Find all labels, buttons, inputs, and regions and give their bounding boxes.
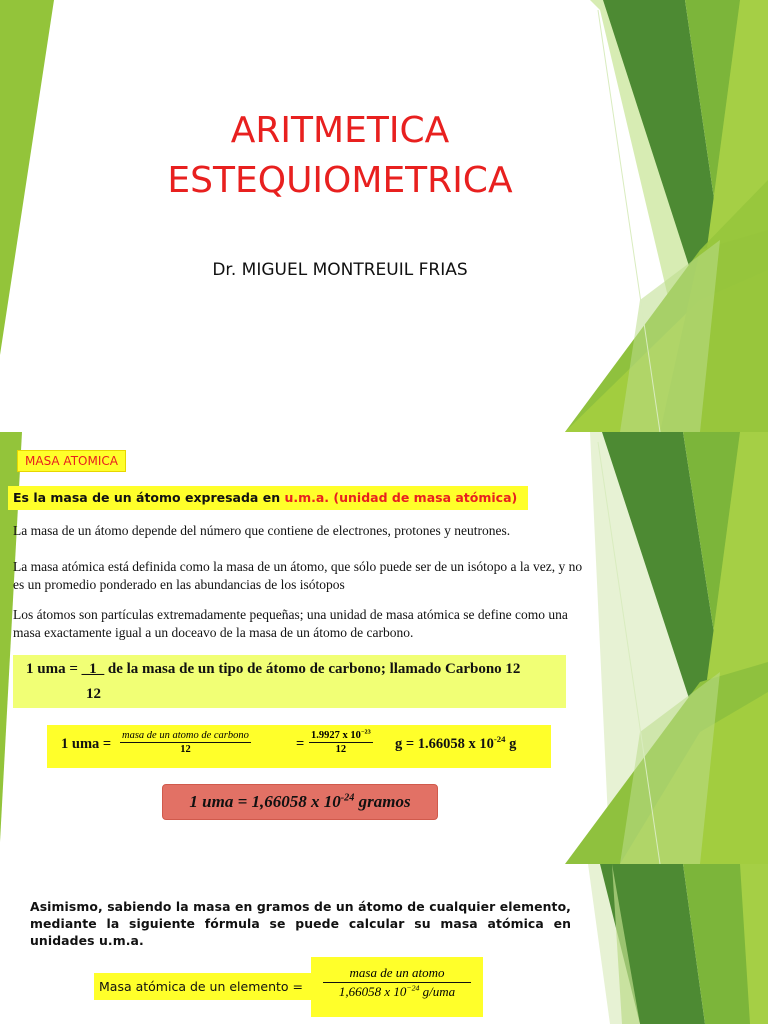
formula-fraction xyxy=(323,965,471,1000)
definition-box xyxy=(8,486,528,510)
green-decoration xyxy=(0,0,768,432)
result-unit: gramos xyxy=(354,792,411,811)
eq-result-unit: g xyxy=(505,736,517,752)
formula-fraction-box xyxy=(311,957,483,1017)
uma-suffix: de la masa de un tipo de átomo de carbono; llamado Carbono 12 xyxy=(104,661,521,677)
eq-lhs: 1 uma = xyxy=(61,736,112,752)
eq-fraction-2 xyxy=(309,730,373,755)
result-box xyxy=(162,784,438,820)
result-exponent: -24 xyxy=(340,792,355,804)
eq-fraction-2-denominator: 12 xyxy=(335,744,347,755)
title-line-2: ESTEQUIOMETRICA xyxy=(167,160,513,201)
eq-fraction-1 xyxy=(120,730,251,755)
title-line-1: ARITMETICA xyxy=(230,110,450,151)
slide-title xyxy=(90,106,590,206)
eq-fraction-2-base: 1.9927 x 10 xyxy=(311,730,361,741)
eq-fraction-2-exponent: −23 xyxy=(360,728,371,736)
paragraph-2: La masa atómica está definida como la masa de un átomo, que sólo puede ser de un isótopo a la vez, y no es un promedio ponderado en las abundancias de los isótopos xyxy=(13,559,583,592)
formula-intro-paragraph: Asimismo, sabiendo la masa en gramos de un átomo de cualquier elemento, mediante la siguiente fórmula se puede calcular su masa atómica en unidades u.m.a. xyxy=(30,899,571,948)
uma-equation-box xyxy=(47,725,551,768)
uma-fraction-numerator: _1_ xyxy=(81,661,105,677)
formula-denominator-base: 1,66058 x 10 xyxy=(338,984,407,999)
paragraph-1: La masa de un átomo depende del número que contiene de electrones, protones y neutrones. xyxy=(13,523,511,538)
definition-highlight: u.m.a. (unidad de masa atómica) xyxy=(284,490,518,505)
eq-equals: = xyxy=(296,736,305,752)
uma-fraction-denominator: 12 xyxy=(86,686,101,702)
author-name: Dr. MIGUEL MONTREUIL FRIAS xyxy=(212,260,468,280)
definition-prefix: Es la masa de un átomo expresada en xyxy=(13,490,285,505)
formula-denominator-unit: g/uma xyxy=(419,984,456,999)
uma-definition-line xyxy=(26,661,520,678)
uma-definition-box xyxy=(13,655,566,708)
eq-result xyxy=(395,736,516,753)
left-triangle xyxy=(0,0,54,355)
paragraph-3: Los átomos son partículas extremadamente pequeñas; una unidad de masa atómica se define como una masa exactamente igual a un doceavo de la masa de un átomo de carbono. xyxy=(13,607,568,640)
eq-fraction-1-denominator: 12 xyxy=(180,744,191,755)
eq-result-base: = 1.66058 x 10 xyxy=(402,736,494,752)
eq-unit: g xyxy=(395,736,403,752)
atomic-mass-slide xyxy=(0,432,768,864)
uma-prefix: 1 uma = xyxy=(26,661,82,677)
title-slide xyxy=(0,0,768,432)
formula-slide xyxy=(0,864,768,1024)
eq-result-exponent: -24 xyxy=(493,734,506,745)
formula-denominator-exponent: −24 xyxy=(406,983,420,993)
formula-label-box: Masa atómica de un elemento = xyxy=(94,973,311,1000)
formula-numerator: masa de un atomo xyxy=(323,965,471,983)
result-base: 1 uma = 1,66058 x 10 xyxy=(189,792,341,811)
formula-denominator xyxy=(323,983,471,1000)
eq-fraction-2-numerator xyxy=(309,730,373,743)
eq-fraction-1-numerator: masa de un atomo de carbono xyxy=(122,730,249,741)
section-tag: MASA ATOMICA xyxy=(17,450,126,472)
